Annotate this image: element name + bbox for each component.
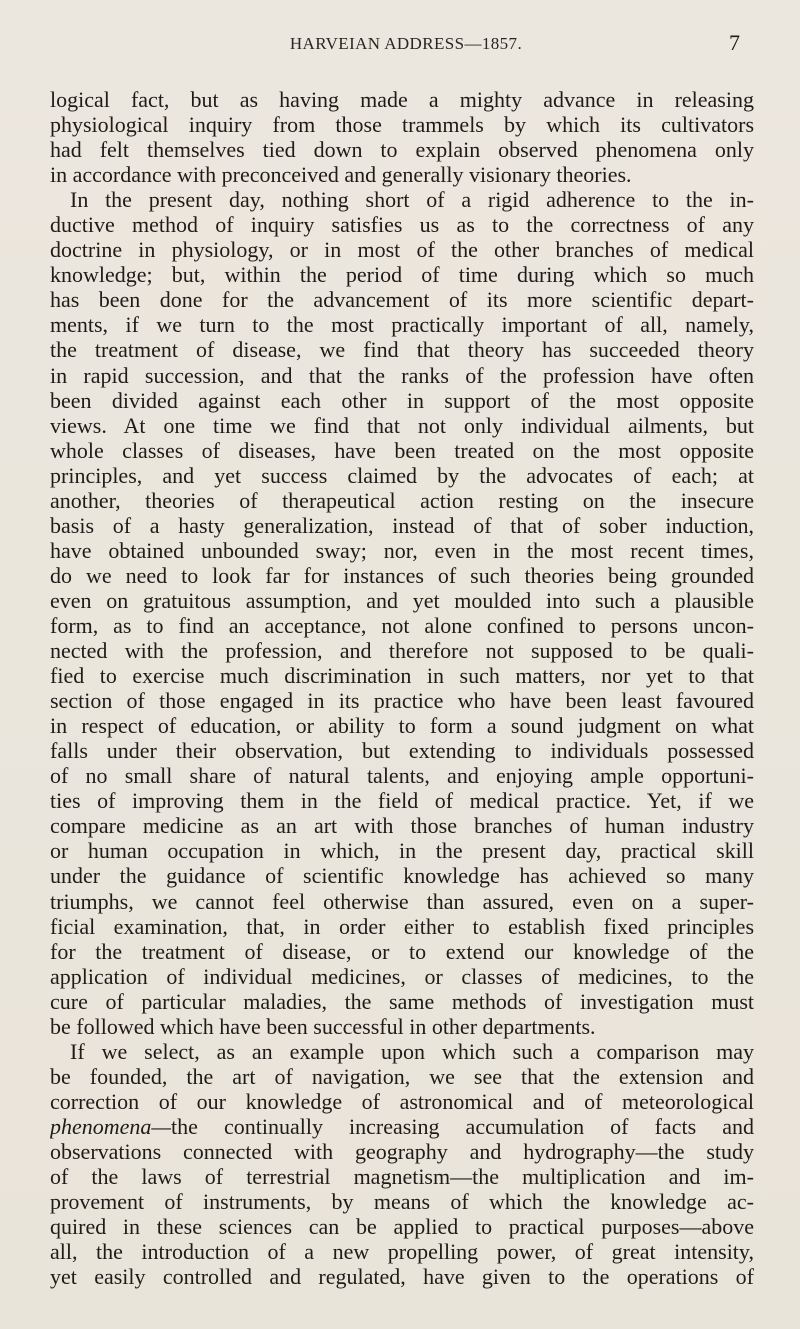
text-line: in accordance with preconceived and generally visionary theories. [50, 162, 632, 188]
body-text [50, 87, 754, 1289]
italic-phrase: phenomena— [50, 1113, 171, 1139]
text-line: doctrine in physiology, or in most of the other branches of medical [50, 237, 754, 263]
text-line-with-italic [50, 1114, 754, 1139]
text-line: physiological inquiry from those trammels by which its cultivators [50, 112, 754, 138]
text-line: or human occupation in which, in the present day, practical skill [50, 838, 754, 864]
text-line: basis of a hasty generalization, instead of that of sober induction, [50, 512, 754, 538]
page-number: 7 [729, 30, 740, 55]
text-line: the treatment of disease, we find that theory has succeeded theory [50, 337, 754, 363]
text-line: nected with the profession, and therefore not supposed to be quali- [50, 638, 754, 664]
text-line: for the treatment of disease, or to extend our knowledge of the [50, 938, 754, 964]
text-line: knowledge; but, within the period of time during which so much [50, 262, 754, 288]
text-line: do we need to look far for instances of such theories being grounded [50, 562, 754, 588]
text-line: provement of instruments, by means of which the knowledge ac- [50, 1189, 754, 1215]
text-line: logical fact, but as having made a mighty advance in releasing [50, 87, 754, 112]
text-line: of the laws of terrestrial magnetism—the multiplication and im- [50, 1164, 754, 1190]
text-line: observations connected with geography and hydrography—the study [50, 1138, 754, 1164]
text-line: principles, and yet success claimed by the advocates of each; at [50, 462, 754, 488]
text-line: have obtained unbounded sway; nor, even in the most recent times, [50, 537, 754, 563]
text-line: fied to exercise much discrimination in such matters, nor yet to that [50, 663, 754, 689]
text-line: application of individual medicines, or classes of medicines, to the [50, 963, 754, 989]
text-line: views. At one time we find that not only individual ailments, but [50, 412, 754, 438]
text-line: In the present day, nothing short of a rigid adherence to the in- [70, 187, 754, 213]
text-line: under the guidance of scientific knowledge has achieved so many [50, 863, 754, 889]
text-line: whole classes of diseases, have been treated on the most opposite [50, 437, 754, 463]
text-line: ficial examination, that, in order either to establish fixed principles [50, 913, 754, 939]
text-line: even on gratuitous assumption, and yet moulded into such a plausible [50, 587, 754, 613]
text-line: be followed which have been successful in other departments. [50, 1013, 596, 1039]
text-line: of no small share of natural talents, and enjoying ample opportuni- [50, 763, 754, 789]
text-line: has been done for the advancement of its more scientific depart- [50, 287, 754, 313]
text-line: quired in these sciences can be applied to practical purposes—above [50, 1214, 754, 1240]
text-line: been divided against each other in support of the most opposite [50, 387, 754, 413]
text-line: form, as to find an acceptance, not alone confined to persons uncon- [50, 612, 754, 638]
text-line: another, theories of therapeutical action resting on the insecure [50, 487, 754, 513]
text-line: section of those engaged in its practice who have been least favoured [50, 688, 754, 714]
text-line: in rapid succession, and that the ranks of the profession have often [50, 362, 754, 388]
running-title: HARVEIAN ADDRESS—1857. [289, 34, 523, 53]
text-line: compare medicine as an art with those branches of human industry [50, 813, 754, 839]
text-line: be founded, the art of navigation, we see that the extension and [50, 1063, 754, 1089]
text-line-rest: the continually increasing accumulation of facts and [170, 1113, 754, 1139]
text-line: had felt themselves tied down to explain observed phenomena only [50, 137, 754, 163]
text-line: falls under their observation, but extending to individuals possessed [50, 738, 754, 764]
text-line: correction of our knowledge of astronomical and of meteorological [50, 1088, 754, 1114]
text-line: cure of particular maladies, the same methods of investigation must [50, 988, 754, 1014]
text-line: ments, if we turn to the most practically important of all, namely, [50, 312, 754, 338]
text-line: yet easily controlled and regulated, have given to the operations of [50, 1264, 754, 1290]
text-line: ductive method of inquiry satisfies us as to the correctness of any [50, 212, 754, 238]
text-line: If we select, as an example upon which such a comparison may [70, 1038, 754, 1064]
text-line: triumphs, we cannot feel otherwise than assured, even on a super- [50, 888, 754, 914]
text-line: ties of improving them in the field of medical practice. Yet, if we [50, 788, 754, 814]
text-line: all, the introduction of a new propelling power, of great intensity, [50, 1239, 754, 1265]
text-line: in respect of education, or ability to form a sound judgment on what [50, 713, 754, 739]
